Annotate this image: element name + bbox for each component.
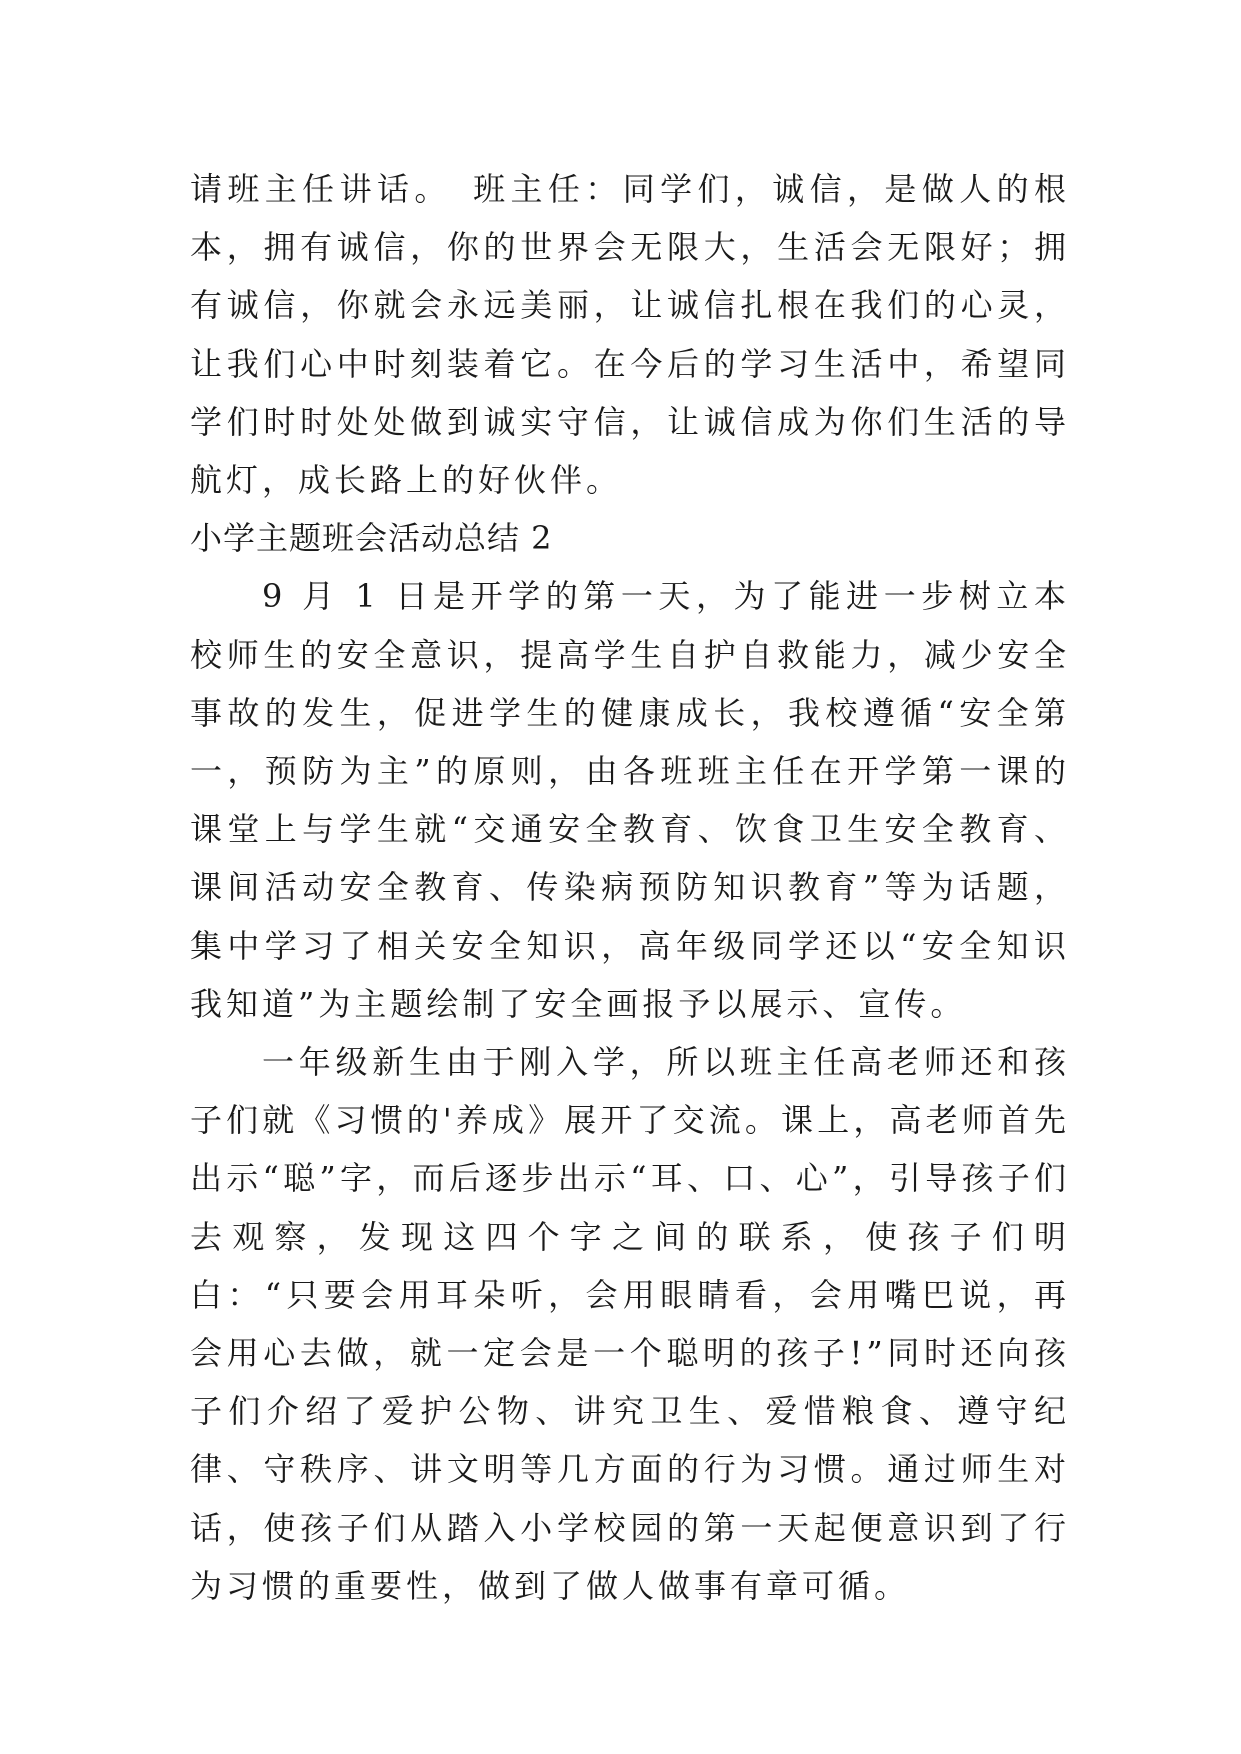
intro-paragraph: 请班主任讲话。 班主任：同学们，诚信，是做人的根本，拥有诚信，你的世界会无限大，生活会无限好；拥有诚信，你就会永远美丽，让诚信扎根在我们的心灵，让我们心中时刻装着它。在今后的学习生活中，希望同学们时时处处做到诚实守信，让诚信成为你们生活的导航灯，成长路上的好伙伴。: [190, 170, 1070, 500]
document-body: [190, 160, 1070, 1615]
body-paragraph-1: 9 月 1 日是开学的第一天，为了能进一步树立本校师生的安全意识，提高学生自护自救能力，减少安全事故的发生，促进学生的健康成长，我校遵循“安全第一，预防为主”的原则，由各班班主任在开学第一课的课堂上与学生就“交通安全教育、饮食卫生安全教育、课间活动安全教育、传染病预防知识教育”等为话题，集中学习了相关安全知识，高年级同学还以“安全知识我知道”为主题绘制了安全画报予以展示、宣传。: [190, 577, 1070, 1023]
body-paragraph-2: 一年级新生由于刚入学，所以班主任高老师还和孩子们就《习惯的'养成》展开了交流。课上，高老师首先出示“聪”字，而后逐步出示“耳、口、心”，引导孩子们去观察，发现这四个字之间的联系，使孩子们明白：“只要会用耳朵听，会用眼睛看，会用嘴巴说，再会用心去做，就一定会是一个聪明的孩子!”同时还向孩子们介绍了爱护公物、讲究卫生、爱惜粮食、遵守纪律、守秩序、讲文明等几方面的行为习惯。通过师生对话，使孩子们从踏入小学校园的第一天起便意识到了行为习惯的重要性，做到了做人做事有章可循。: [190, 1043, 1070, 1605]
section-heading: 小学主题班会活动总结 2: [190, 519, 553, 558]
